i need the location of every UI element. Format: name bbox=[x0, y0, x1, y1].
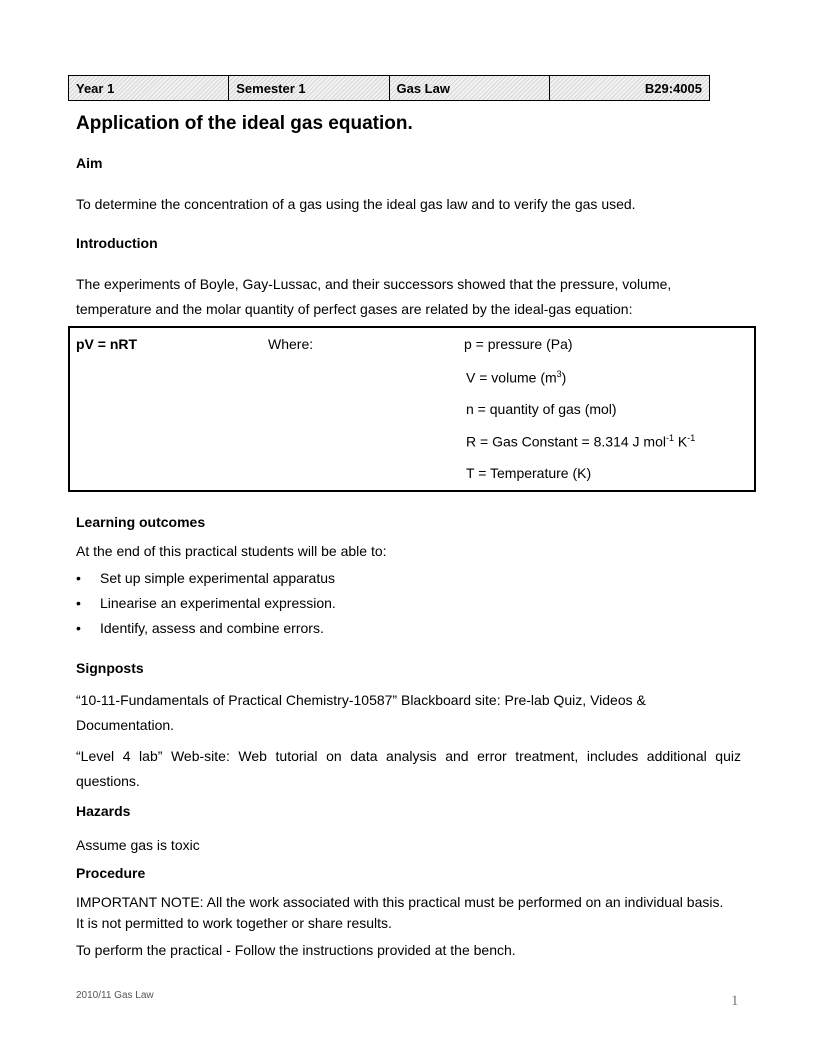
bullet: • bbox=[76, 570, 81, 586]
def-pressure: p = pressure (Pa) bbox=[464, 336, 573, 352]
learning-outcomes-list bbox=[76, 566, 336, 641]
def-gas-constant: R = Gas Constant = 8.314 J mol$^{-1}$ $K^{-1}$ bbox=[466, 433, 696, 450]
list-item: • Set up simple experimental apparatus bbox=[76, 566, 336, 591]
introduction-line-2: temperature and the molar quantity of perfect gases are related by the ideal-gas equation: bbox=[76, 301, 633, 317]
header-topic: Gas Law bbox=[390, 76, 550, 100]
page-number: 1 bbox=[731, 993, 739, 1009]
signposts-paragraph-2: “Level 4 lab” Web-site: Web tutorial on data analysis and error treatment, includes additional quiz questions. bbox=[76, 748, 741, 789]
introduction-line-1: The experiments of Boyle, Gay-Lussac, and their successors showed that the pressure, volume, bbox=[76, 276, 672, 292]
hazards-text: Assume gas is toxic bbox=[76, 837, 200, 853]
def-quantity: n = quantity of gas (mol) bbox=[466, 401, 617, 417]
header-year: Year 1 bbox=[69, 76, 229, 100]
header-code: B29:4005 bbox=[644, 81, 702, 96]
header-semester: Semester 1 bbox=[229, 76, 389, 100]
document-title: Application of the ideal gas equation. bbox=[76, 113, 413, 134]
list-item: • Identify, assess and combine errors. bbox=[76, 616, 336, 641]
def-temperature: T = Temperature (K) bbox=[466, 465, 592, 481]
hazards-heading: Hazards bbox=[76, 803, 131, 819]
aim-text: To determine the concentration of a gas using the ideal gas law and to verify the gas used. bbox=[76, 196, 636, 212]
procedure-instructions: To perform the practical - Follow the instructions provided at the bench. bbox=[76, 942, 516, 958]
equation-where: Where: bbox=[268, 336, 314, 352]
equation-formula: pV = nRT bbox=[76, 336, 138, 352]
equation-box bbox=[68, 326, 756, 492]
aim-heading: Aim bbox=[76, 155, 103, 171]
learning-outcomes-heading: Learning outcomes bbox=[76, 514, 206, 530]
bullet: • bbox=[76, 595, 81, 611]
def-volume: V = volume $(m^3)$ bbox=[466, 369, 567, 386]
introduction-heading: Introduction bbox=[76, 235, 158, 251]
bullet: • bbox=[76, 620, 81, 636]
procedure-note: IMPORTANT NOTE: All the work associated with this practical must be performed on an individual basis. It is not permitted to work together or share results. bbox=[76, 894, 724, 931]
list-item: • Linearise an experimental expression. bbox=[76, 591, 336, 616]
learning-outcomes-intro: At the end of this practical students will be able to: bbox=[76, 543, 387, 559]
header-table bbox=[68, 75, 710, 101]
procedure-heading: Procedure bbox=[76, 865, 146, 881]
signposts-heading: Signposts bbox=[76, 660, 144, 676]
footer-text: 2010/11 Gas Law bbox=[76, 990, 154, 1001]
signposts-paragraph-1: “10-11-Fundamentals of Practical Chemistry-10587” Blackboard site: Pre-lab Quiz, Videos & Documentation. bbox=[76, 692, 646, 733]
